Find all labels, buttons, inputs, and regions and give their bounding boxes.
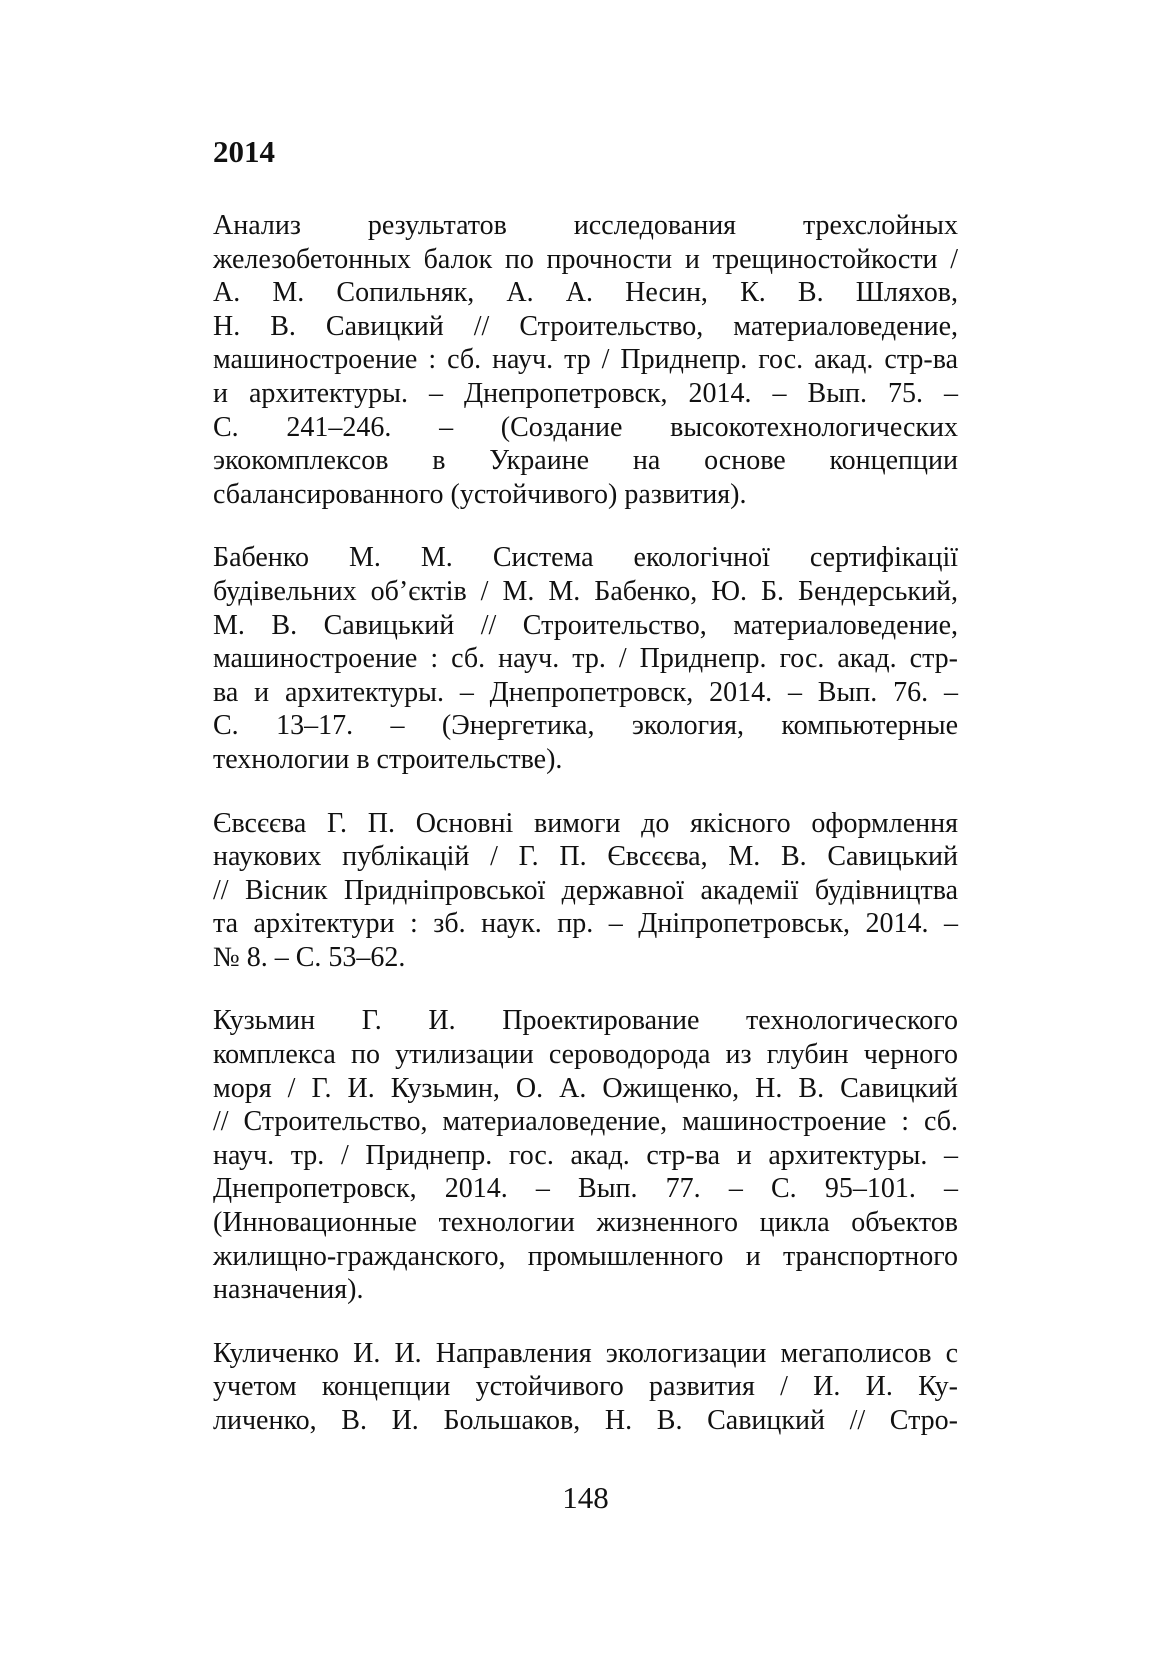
entry-line: Анализ результатов исследования трехслойных bbox=[213, 210, 958, 241]
entry-line: Бабенко М. М. Система екологічної сертифікації bbox=[213, 542, 958, 574]
page-number: 148 bbox=[562, 1480, 609, 1515]
entry-line: наукових публікацій / Г. П. Євсєєва, М. В. Савицький bbox=[213, 841, 958, 873]
bibliography-entry bbox=[213, 541, 958, 776]
bibliography-entry bbox=[213, 209, 958, 511]
entry-line: // Строительство, материаловедение, машиностроение : сб. bbox=[213, 1106, 958, 1138]
entry-line: сбалансированного (устойчивого) развития). bbox=[213, 478, 747, 510]
entry-line: машиностроение : сб. науч. тр. / Приднепр. гос. акад. стр- bbox=[213, 643, 958, 675]
entry-line: ва и архитектуры. – Днепропетровск, 2014. – Вып. 76. – bbox=[213, 676, 958, 708]
entry-line: и архитектуры. – Днепропетровск, 2014. – Вып. 75. – bbox=[213, 377, 958, 409]
entry-line: жилищно-гражданского, промышленного и транспортного bbox=[213, 1240, 958, 1272]
entry-line: А. М. Сопильняк, А. А. Несин, К. В. Шляхов, bbox=[213, 277, 958, 309]
entry-line: моря / Г. И. Кузьмин, О. А. Ожищенко, Н. В. Савицкий bbox=[213, 1072, 958, 1104]
document-page bbox=[213, 0, 958, 1654]
entry-line: железобетонных балок по прочности и трещиностойкости / bbox=[213, 243, 958, 275]
entry-line: (Инновационные технологии жизненного цикла объектов bbox=[213, 1207, 958, 1239]
entry-line: технологии в строительстве). bbox=[213, 743, 563, 775]
entry-line: будівельних об’єктів / М. М. Бабенко, Ю. Б. Бендерський, bbox=[213, 575, 958, 607]
entry-line: личенко, В. И. Большаков, Н. В. Савицкий // Стро- bbox=[213, 1405, 958, 1436]
entry-line: комплекса по утилизации сероводорода из глубин черного bbox=[213, 1039, 958, 1071]
entry-line: // Вісник Придніпровської державної академії будівництва bbox=[213, 874, 958, 906]
bibliography-entry bbox=[213, 1337, 958, 1438]
entry-line: № 8. – С. 53–62. bbox=[213, 941, 406, 973]
entry-line: Євсєєва Г. П. Основні вимоги до якісного оформлення bbox=[213, 807, 958, 839]
entry-line: С. 13–17. – (Энергетика, экология, компьютерные bbox=[213, 710, 958, 742]
bibliography-list bbox=[213, 209, 958, 1468]
entry-line: машиностроение : сб. науч. тр / Приднепр. гос. акад. стр-ва bbox=[213, 344, 958, 376]
entry-line: учетом концепции устойчивого развития / И. И. Ку- bbox=[213, 1371, 958, 1403]
entry-line: Куличенко И. И. Направления экологизации мегаполисов с bbox=[213, 1337, 958, 1369]
entry-line: та архітектури : зб. наук. пр. – Дніпропетровськ, 2014. – bbox=[213, 908, 958, 940]
entry-line: Н. В. Савицкий // Строительство, материаловедение, bbox=[213, 310, 958, 342]
entry-line: науч. тр. / Приднепр. гос. акад. стр-ва и архитектуры. – bbox=[213, 1139, 958, 1171]
bibliography-entry bbox=[213, 807, 958, 975]
entry-line: назначения). bbox=[213, 1274, 364, 1306]
entry-line: С. 241–246. – (Создание высокотехнологических bbox=[213, 411, 958, 443]
bibliography-entry bbox=[213, 1004, 958, 1306]
entry-line: экокомплексов в Украине на основе концепции bbox=[213, 445, 958, 477]
entry-line: Днепропетровск, 2014. – Вып. 77. – С. 95–101. – bbox=[213, 1173, 958, 1205]
year-heading: 2014 bbox=[213, 134, 275, 169]
entry-line: М. В. Савицький // Строительство, материаловедение, bbox=[213, 609, 958, 641]
entry-line: Кузьмин Г. И. Проектирование технологического bbox=[213, 1005, 958, 1037]
